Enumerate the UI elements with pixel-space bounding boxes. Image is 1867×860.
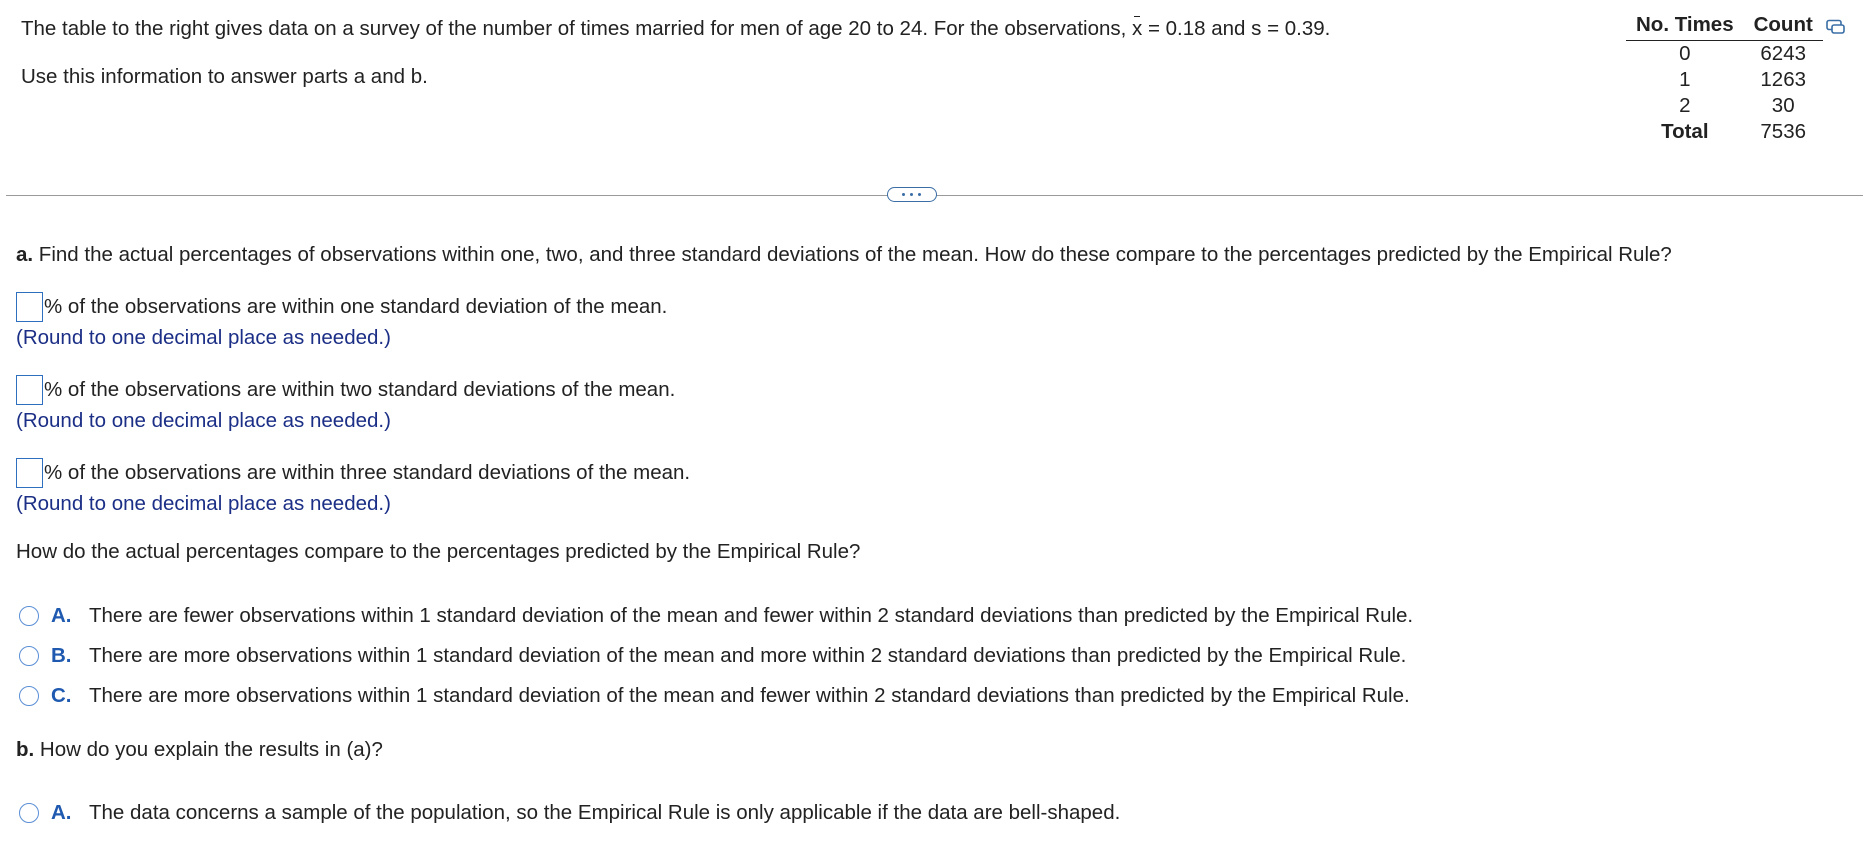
- radio-button[interactable]: [19, 606, 39, 626]
- table-cell: 1263: [1760, 68, 1807, 91]
- table-total-label: Total: [1661, 120, 1709, 143]
- option-text: The data concerns a sample of the population, so the Empirical Rule is only applicable if the data are bell-shaped.: [89, 801, 1121, 824]
- table-row: [1626, 41, 1823, 68]
- table-cell: 6243: [1760, 42, 1807, 65]
- radio-button[interactable]: [19, 686, 39, 706]
- part-a-label: a.: [16, 243, 34, 266]
- part-a-option-b[interactable]: [19, 644, 1406, 668]
- answer-input-one-sd[interactable]: [16, 292, 43, 322]
- table-cell: 2: [1679, 94, 1691, 117]
- intro-line-1: [21, 14, 1330, 44]
- table-total-value: 7536: [1760, 120, 1807, 143]
- part-a-question: [16, 243, 1672, 267]
- table-row: [1626, 93, 1823, 119]
- round-hint: (Round to one decimal place as needed.): [16, 492, 391, 515]
- option-text: There are fewer observations within 1 standard deviation of the mean and fewer within 2 standard deviations than predicted by the Empirical Rule.: [89, 604, 1414, 627]
- option-text: There are more observations within 1 standard deviation of the mean and fewer within 2 standard deviations than predicted by the Empirical Rule.: [89, 684, 1410, 707]
- answer-three-sd-text: % of the observations are within three standard deviations of the mean.: [44, 461, 691, 484]
- intro-line-1-start: The table to the right gives data on a survey of the number of times married for men of age 20 to 24. For the observations,: [21, 17, 1133, 40]
- intro-line-1-end: = 0.18 and s = 0.39.: [1142, 17, 1331, 40]
- expand-more-button[interactable]: [887, 187, 937, 202]
- part-a-question-text: Find the actual percentages of observations within one, two, and three standard deviations of the mean. How do these compare to the percentages predicted by the Empirical Rule?: [33, 243, 1672, 266]
- table-cell: 1: [1679, 68, 1691, 91]
- table-row: [1626, 67, 1823, 93]
- intro-line-2: Use this information to answer parts a and b.: [21, 65, 428, 88]
- table-header-count: Count: [1744, 12, 1823, 41]
- answer-two-sd: [16, 375, 675, 405]
- table-total-row: [1626, 119, 1823, 145]
- answer-two-sd-text: % of the observations are within two standard deviations of the mean.: [44, 378, 676, 401]
- part-b-label: b.: [16, 738, 35, 761]
- data-table: [1626, 12, 1823, 145]
- answer-input-two-sd[interactable]: [16, 375, 43, 405]
- compare-question: How do the actual percentages compare to the percentages predicted by the Empirical Rule?: [16, 540, 861, 563]
- part-b-question-text: How do you explain the results in (a)?: [34, 738, 383, 761]
- part-b-option-a[interactable]: [19, 801, 1120, 825]
- option-text: There are more observations within 1 standard deviation of the mean and more within 2 standard deviations than predicted by the Empirical Rule.: [89, 644, 1407, 667]
- table-cell: 0: [1679, 42, 1691, 65]
- answer-three-sd: [16, 458, 690, 488]
- option-letter: B.: [51, 644, 72, 667]
- answer-one-sd: [16, 292, 667, 322]
- scroll-fade: [0, 836, 1867, 860]
- round-hint: (Round to one decimal place as needed.): [16, 409, 391, 432]
- answer-input-three-sd[interactable]: [16, 458, 43, 488]
- radio-button[interactable]: [19, 646, 39, 666]
- part-b-question: [16, 738, 383, 762]
- x-bar-symbol: x: [1132, 14, 1142, 44]
- option-letter: A.: [51, 801, 72, 824]
- copy-table-icon[interactable]: [1826, 19, 1846, 35]
- round-hint: (Round to one decimal place as needed.): [16, 326, 391, 349]
- table-header-times: No. Times: [1626, 12, 1744, 41]
- option-letter: A.: [51, 604, 72, 627]
- part-a-option-a[interactable]: [19, 604, 1413, 628]
- answer-one-sd-text: % of the observations are within one standard deviation of the mean.: [44, 295, 668, 318]
- table-cell: 30: [1771, 94, 1795, 117]
- radio-button[interactable]: [19, 803, 39, 823]
- part-a-option-c[interactable]: [19, 684, 1410, 708]
- option-letter: C.: [51, 684, 72, 707]
- intro-text: [21, 14, 1330, 92]
